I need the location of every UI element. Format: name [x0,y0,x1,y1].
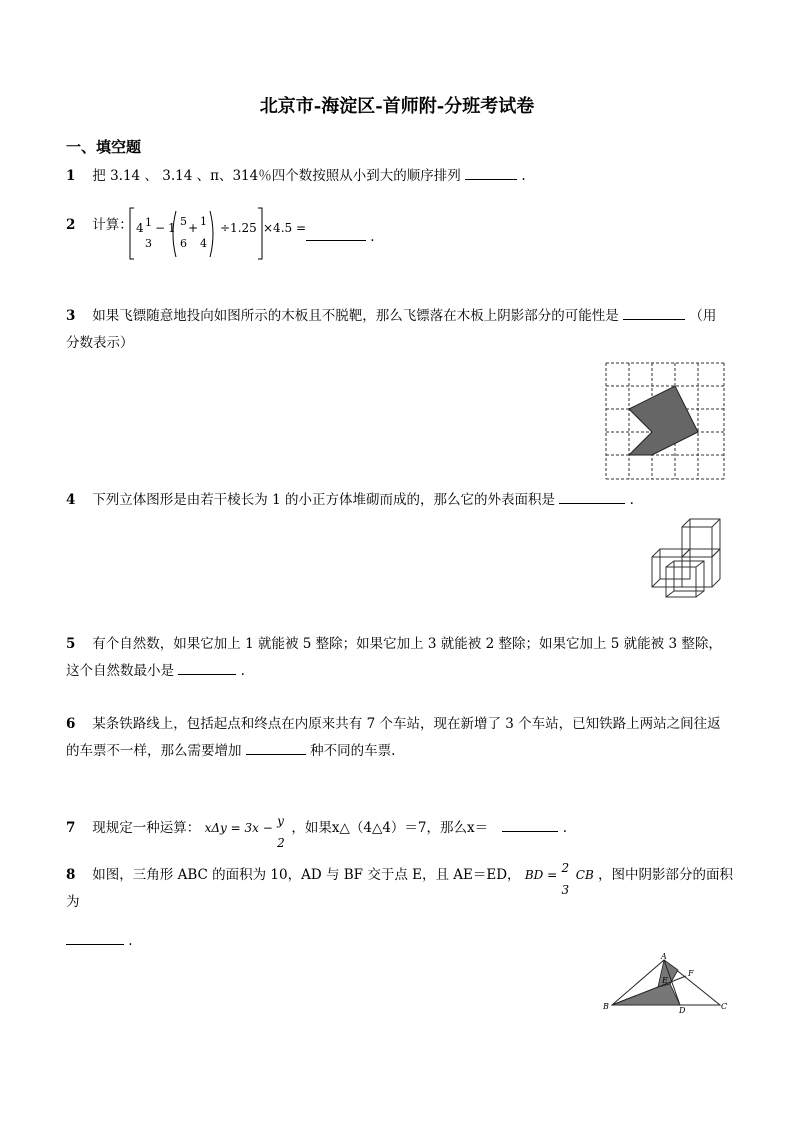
expr-plus: + [188,221,199,235]
question-5 [66,631,736,685]
question-text: 计算： [92,217,133,233]
question-text-mid: ，如果x△（4△4）＝7，那么x＝ [291,820,489,836]
shaded-region [629,386,698,455]
question-end: . [128,933,133,949]
expr-num-5: 5 [180,215,187,228]
formula-fraction [277,814,287,850]
answer-blank[interactable] [178,660,236,675]
frac-denominator: 2 [277,836,285,850]
question-text-end: ，图中阴影部分的面积为 [66,867,734,910]
expr-num-1b: 1 [200,215,207,228]
question-8 [66,862,746,955]
answer-blank[interactable] [306,226,366,241]
question-text-line2: 的车票不一样，那么需要增加 [66,743,242,759]
question-4 [66,487,634,514]
answer-blank[interactable] [559,489,625,504]
calc-expression [128,205,308,263]
question-end: . [521,168,526,184]
question-end: . [370,229,375,245]
dartboard-figure [604,361,726,483]
question-text: 把 3.14 、 3.14 、π、314％四个数按照从小到大的顺序排列 [92,168,461,184]
bd-fraction [561,861,571,897]
shaded-region-2 [612,984,680,1005]
question-text: 如果飞镖随意地投向如图所示的木板且不脱靶，那么飞镖落在木板上阴影部分的可能性是 [92,308,619,324]
expr-times: ×4.5 = [263,221,307,235]
cube-stack-figure [648,515,728,603]
expr-minus: − [155,221,166,235]
expr-den-4: 4 [200,237,207,250]
question-3 [66,303,726,357]
question-text-end: （用 [689,308,717,324]
question-text: 有个自然数，如果它加上 1 就能被 5 整除；如果它加上 3 就能被 2 整除；如果它加上 5 就能被 3 整除， [92,636,722,652]
question-text: 如图，三角形 ABC 的面积为 10，AD 与 BF 交于点 E，且 AE＝ED， [92,867,521,883]
question-end: . [629,492,634,508]
answer-blank[interactable] [623,305,685,320]
expr-den-3: 3 [145,237,152,250]
frac-numerator: 2 [561,861,570,875]
expr-int-1: 1 [168,221,176,235]
question-number: 5 [66,636,76,652]
label-a: A [661,952,667,961]
question-number: 4 [66,492,76,508]
cb-label: CB [575,868,594,882]
bd-formula: BD = [524,868,558,882]
question-number: 6 [66,716,76,732]
label-d: D [679,1006,686,1015]
question-text: 现规定一种运算： [92,820,201,836]
question-text-line2: 分数表示） [66,335,134,351]
label-b: B [603,1002,609,1011]
expr-den-6: 6 [180,237,187,250]
question-text-line2: 这个自然数最小是 [66,663,174,679]
question-text: 下列立体图形是由若干棱长为 1 的小正方体堆砌而成的，那么它的外表面积是 [92,492,555,508]
answer-blank[interactable] [502,817,558,832]
expr-num-1: 1 [145,216,152,229]
expr-int-4: 4 [136,221,144,235]
page-title: 北京市-海淀区-首师附-分班考试卷 [259,96,535,117]
question-text: 某条铁路线上，包括起点和终点在内原来共有 7 个车站，现在新增了 3 个车站，已知铁路上两站之间往返 [92,716,721,732]
expr-div: ÷1.25 [220,221,257,235]
question-2 [66,212,133,239]
question-text-end: 种不同的车票. [310,743,396,759]
question-end: . [240,663,245,679]
operation-formula: xΔy = 3x − [204,821,273,835]
section-heading: 一、填空题 [66,138,142,156]
question-1 [66,163,526,190]
question-number: 1 [66,168,76,184]
question-number: 2 [66,217,76,233]
answer-blank[interactable] [66,930,124,945]
frac-denominator: 3 [561,883,570,897]
question-number: 8 [66,867,76,883]
answer-blank[interactable] [465,165,517,180]
label-e: E [662,976,668,985]
question-6 [66,711,736,765]
question-end: . [562,820,568,836]
answer-line-q2 [306,226,375,245]
question-number: 3 [66,308,76,324]
answer-blank[interactable] [246,740,306,755]
triangle-figure [600,950,730,1015]
label-f: F [688,969,694,978]
question-number: 7 [66,820,76,836]
label-c: C [721,1002,728,1011]
question-7 [66,814,568,850]
frac-numerator: y [277,814,284,828]
